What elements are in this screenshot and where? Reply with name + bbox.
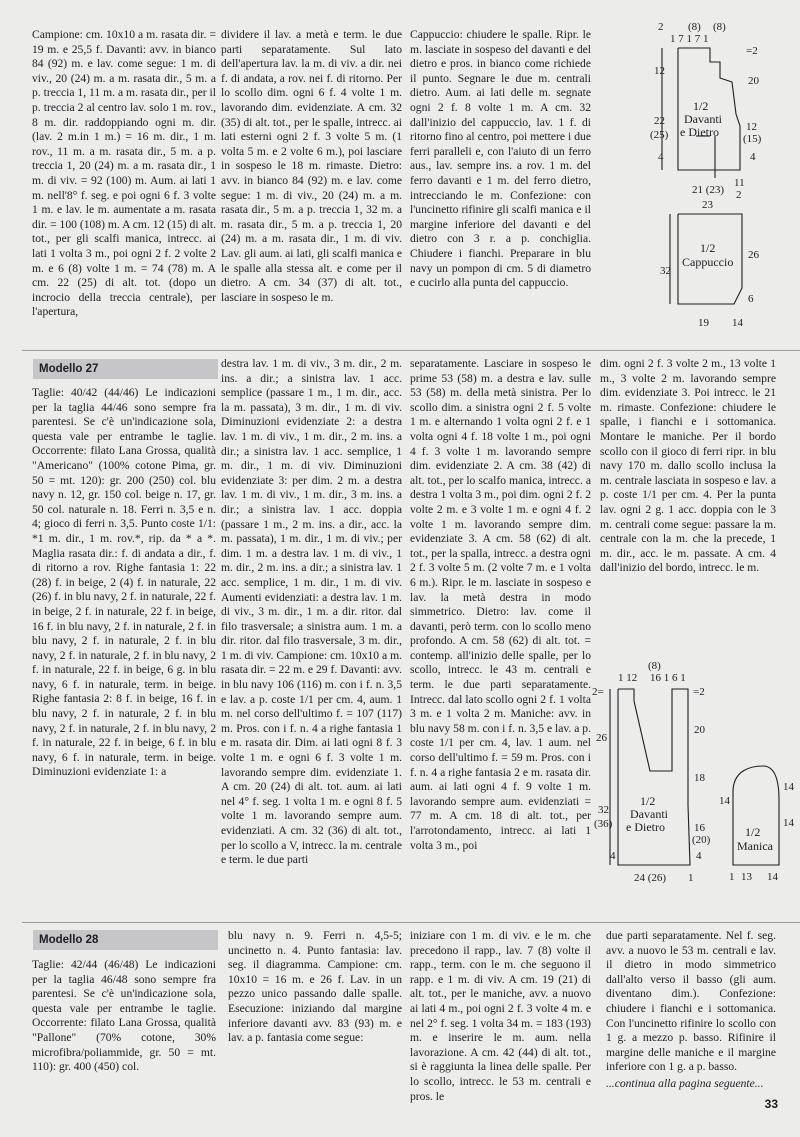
d3-top-3: 2= <box>592 686 604 698</box>
m27-col2-text: destra lav. 1 m. di viv., 3 m. dir., 2 m. ins. a dir.; a sinistra lav. 1 acc. semplice (passare 1 m., 1 m. dir., acc. la m. passata), 3 m. dir., 1 m. di viv. Diminuzioni evidenziate 2: a destra lav. 1 m. di viv., 1 m. dir., 2 m. ins. a dir.; a sinistra lav. 1 acc. semplice, 1 m. dir., 1 m. di viv. Diminuzioni evidenziate 3: per dim. 2 m. a destra lav. 1 m. di viv., 1 m. dir., 3 m. ins. a dir.; a sinistra lav. 1 acc. doppia (passare 1 m., 2 m. ins. a dir., acc. la m. passata), 1 m. dir., 1 m. di viv.; per dim. 1 m. a destra lav. 1 m. di viv., 1 m. dir., 2 m. ins. a dir.; a sinistra lav. 1 acc. semplice, 1 m. dir., 1 m. di viv. Aumenti evidenziati: a destra lav. 1 m. di viv., 3 m. dir., 1 m. a dir. ritor. dal filo trasversale; a sinistra aum. 1 m. a dir. ritor. dal filo trasversale, 3 m. dir., 1 m. di viv. Campione: cm. 10x10 a m. rasata dir. = 22 m. e 29 f. Davanti: avv. in blu navy 106 (116) m. con i f. n. 3,5 e lav. a p. coste 1/1 per cm. 4, aum. 1 m. nel corso dell'ultimo f. = 107 (117) m. Pros. con i f. n. 4 a righe fantasia 1 e m. rasata dir. Dim. ai lati ogni 8 f. 3 volte 1 m. e ogni 6 f. 3 volte 1 m. lavorando sempre dim. evidenziate 1. A cm. 20 (24) di alt. tot. aum. ai lati nel 4° f. seg. 1 volta 1 m. e ogni 8 f. 5 volte 1 m. lavorando sempre aum. evidenziati. A cm. 32 (36) di alt. tot., per lo scollo a V, intrecc. la m. centrale e term. le due parti <box>221 357 402 867</box>
m28-col1 <box>32 958 216 1075</box>
m28-col1-text: Taglie: 42/44 (46/48) Le indicazioni per la taglia 46/48 sono sempre fra parentesi. Se c'è un'indicazione sola, questa vale per entrambe le taglie. Occorrente: filato Lana Grossa, qualità "Pallone" (70% cotone, 30% microfibra/poliammide, gr. 50 = mt. 110): gr. 400 (450) col. <box>32 958 216 1074</box>
d1-top-4: =2 <box>746 45 758 57</box>
d4-bottom-2: 14 <box>767 871 778 883</box>
d2-bottom-0: 19 <box>698 317 709 329</box>
d3-bottom-0: 24 (26) <box>634 872 667 884</box>
d1-top-2: (8) <box>713 21 726 33</box>
d1-center-1: Davanti <box>684 112 722 126</box>
schema-davanti-dietro-top <box>600 18 790 198</box>
d3-top-0: (8) <box>648 660 661 672</box>
d3-left-0: 26 <box>596 732 607 744</box>
d3-left-2: (36) <box>594 818 613 830</box>
m28-col3-text: iniziare con 1 m. di viv. e le m. che precedono il rapp., lav. 7 (8) volte il rapp., term. con le m. che seguono il rapp. e 1 m. di viv. A cm. 19 (21) di alt. tot., per le maniche, avv. a nuovo ai lati 4 m., poi ogni 2 f. 3 volte 4 m. e nel 2° f. seg. 1 volta 34 m. = 183 (193) m. e inserire le m. aum. nella lavorazione. A cm. 42 (44) di alt. tot., si è raggiunta la linea delle spalle. Per lo scollo, intrecc. le 53 m. centrali e pros. le <box>410 929 591 1103</box>
top-col2-text: dividere il lav. a metà e term. le due parti separatamente. Sul lato dell'apertura lav. la m. di viv. a dir. nei f. di andata, a rov. nei f. di ritorno. Per lo scollo dim. ogni 6 f. 4 volte 1 m. lavorando dim. evidenziate. A cm. 32 (35) di alt. tot., per le spalle, intrecc. ai lati esterni ogni 2 f. 3 volte 5 m. (1 volta 5 m. e 2 volte 6 m.), poi lasciare in sospeso le 18 m. rimaste. Dietro: avv. in bianco 84 (92) m. e lav. come segue: 1 m. di viv., 20 (24) m. a m. rasata dir., 5 m. a p. treccia 1, 32 m. a m. rasata dir., 5 m. a p. treccia 1, 20 (24) m. a m. rasata dir., 1 m. di viv. Lav. gli aum. ai lati, gli scalfi manica e le spalle alla stessa alt. e come per il dietro. A cm. 34 (37) di alt. tot., lasciare in sospeso le m. <box>221 28 402 304</box>
d3-center-1: Davanti <box>630 807 668 821</box>
d1-top-1: (8) <box>688 21 701 33</box>
d1-right-1: 12 <box>746 121 757 133</box>
d3-right-2: 16 <box>694 822 705 834</box>
d2-left: 32 <box>660 265 671 277</box>
m27-col1-text: Taglie: 40/42 (44/46) Le indicazioni per la taglia 44/46 sono sempre fra parentesi. Se c'è un'indicazione sola, questa vale per entrambe le taglie. Occorrente: filato Lana Grossa, qualità "Americano" (100% cotone Pima, gr. 50 = mt. 120): gr. 200 (250) col. blu navy n. 12, gr. 150 col. beige n. 17, gr. 50 col. naturale n. 18. Ferri n. 3,5 e n. 4; gioco di ferri n. 3,5. Punto coste 1/1: *1 m. dir., 1 m. rov.*, rip. da * a *. Maglia rasata dir.: f. di andata a dir., f. di ritorno a rov. Righe fantasia 1: 22 (28) f. in beige, 2 (4) f. in naturale, 22 (26) f. in blu navy, 2 f. in naturale, 22 f. in beige, 2 f. in naturale, 22 f. in beige, 16 f. in blu navy, 2 f. in naturale, 2 f. in blu navy, 2 f. in naturale, 2 f. in blu navy, 2 f. in naturale, 2 f. in blu navy, 2 f. in naturale, 22 f. in beige, 6 g. in blu navy, 6 f. in naturale, term. in beige. Righe fantasia 2: 8 f. in beige, 16 f. in blu navy, 2 f. in naturale, 2 f. in blu navy, 2 f. in naturale, 2 f. in blu navy, 2 f. in naturale, 22 f. in beige, 6 f. in blu navy, 6 f. in naturale, term. in beige. Diminuzioni evidenziate 1: a <box>32 386 216 779</box>
d1-center-0: 1/2 <box>693 99 709 113</box>
d2-center-1: Cappuccio <box>682 255 734 269</box>
front-outline-m27 <box>618 689 690 865</box>
d3-top-4: =2 <box>693 686 705 698</box>
schema-davanti-dietro-m27 <box>590 655 720 890</box>
d4-right-1: 14 <box>783 817 794 829</box>
divider-top <box>22 350 800 351</box>
d1-center-2: e Dietro <box>680 125 719 139</box>
d3-center-2: e Dietro <box>626 820 665 834</box>
d1-bottom-1: 11 <box>734 177 745 189</box>
d1-bottom-2: 2 <box>736 189 742 198</box>
m28-col2 <box>228 929 402 1046</box>
d4-right-0: 14 <box>783 781 794 793</box>
d1-right-3: 4 <box>750 151 756 163</box>
d4-left: 14 <box>719 795 730 807</box>
d2-center-0: 1/2 <box>700 241 716 255</box>
d2-right-0: 26 <box>748 249 759 261</box>
m27-col4-text: dim. ogni 2 f. 3 volte 2 m., 13 volte 1 m., 3 volte 2 m. lavorando sempre dim. evidenziate 3. Poi intrecc. le 21 m. rimaste. Confezione: chiudere le spalle, i fianchi e i sottomanica. Montare le maniche. Per il bordo scollo con il gioco di ferri ripr. in blu navy 170 m. dallo scollo inclusa la m. centrale lasciata in sospeso e lav. a p. coste 1/1 per cm. 4. Per la punta lav. ogni 2 g. 1 acc. doppia con le 3 m. centrali come segue: passare la m. centrale con la m. che la precede, 1 m. dir., acc. le m. passate. A cm. 4 dall'inizio del bordo, intrecc. le m. <box>600 357 776 575</box>
d2-top: 23 <box>702 199 713 211</box>
d2-right-1: 6 <box>748 293 754 305</box>
d1-left-2: (25) <box>650 129 669 141</box>
d1-top-3: 1 7 1 7 1 <box>670 33 709 45</box>
d3-right-4: 4 <box>696 850 702 862</box>
page-number: 33 <box>764 1097 778 1111</box>
d2-bottom-1: 14 <box>732 317 743 329</box>
d3-top-1: 1 12 <box>618 672 638 684</box>
d3-right-0: 20 <box>694 724 705 736</box>
top-col3-text: Cappuccio: chiudere le spalle. Ripr. le m. lasciate in sospeso del davanti e del dietro e pros. in bianco come richiede il punto. Segnare le due m. centrali dietro. Aum. ai lati delle m. segnate ogni 2 f. 8 volte 1 m. A cm. 32 dall'inizio del cappuccio, lav. 1 f. di ritorno fino al centro, poi mettere i due ferri paralleli e, con l'aiuto di un ferro aus., lav. sempre ins. a rov. 1 m. del ferro davanti e 1 m. del ferro dietro, intrecciando le m. Confezione: con l'uncinetto rifinire gli scalfi manica e il margine inferiore del davanti e del dietro con 3 r. a p. conchiglia. Chiudere i fianchi. Preparare in blu navy un pompon di cm. 5 di diametro e cucirlo alla punta del cappuccio. <box>410 28 591 290</box>
d4-bottom-0: 1 <box>729 871 735 883</box>
d1-bottom-0: 21 (23) <box>692 184 725 196</box>
top-col1-text: Campione: cm. 10x10 a m. rasata dir. = 19 m. e 25,5 f. Davanti: avv. in bianco 84 (92) m. e lav. come segue: 1 m. di viv., 20 (24) m. a m. rasata dir., 5 m. a p. treccia 1, 11 m. a m. rasata dir., per il p. treccia 2 al centro lav. solo 1 m. rov., 8 m. dir. raddoppiando ogni m. dir. (lav. 2 m.in 1 m.) = 16 m. dir., 1 m. rov., 11 m. a m. rasata dir., 5 m. a p. treccia 1, 20 (24) m. a m. rasata dir., 1 m. di viv. = 92 (100) m. Aum. ai lati 1 m. nell'8° f. seg. e poi ogni 6 f. 3 volte 1 m. e lav. le m. aumentate a m. rasata dir. = 100 (108) m. A cm. 12 (15) di alt. tot., per gli scalfi manica, intrecc. ai lati 1 volta 3 m., poi ogni 2 f. 2 volte 2 m. e 6 (8) volte 1 m. = 74 (78) m. A cm. 22 (25) di alt. tot. (dopo un incrocio della treccia centrale), per l'apertura, <box>32 28 216 319</box>
d1-right-2: (15) <box>743 133 762 145</box>
section-head-modello-28: Modello 28 <box>33 930 218 950</box>
m27-col1 <box>32 386 216 780</box>
front-outline <box>678 48 740 170</box>
d1-top-0: 2 <box>658 21 664 33</box>
d1-left-0: 12 <box>654 65 665 77</box>
m28-col3 <box>410 929 591 1104</box>
m28-col4 <box>606 929 776 1092</box>
d4-center-0: 1/2 <box>745 825 761 839</box>
m28-col2-text: blu navy n. 9. Ferri n. 4,5-5; uncinetto n. 4. Punto fantasia: lav. seg. il diagramma. Campione: cm. 10x10 = 16 m. e 26 f. Lav. in un pezzo unico passando dalle spalle. Esecuzione: iniziando dal margine inferiore davanti avv. 83 (93) m. e lav. a p. fantasia come segue: <box>228 929 402 1045</box>
d1-left-3: 4 <box>658 151 664 163</box>
d4-bottom-1: 13 <box>741 871 752 883</box>
d3-left-1: 32 <box>598 804 609 816</box>
m27-col4 <box>600 357 776 576</box>
d4-center-1: Manica <box>737 839 773 853</box>
d1-left-1: 22 <box>654 115 665 127</box>
m27-col2 <box>221 357 402 868</box>
d3-bottom-1: 1 <box>688 872 694 884</box>
d3-top-2: 16 1 6 1 <box>650 672 686 684</box>
divider-middle <box>22 922 800 923</box>
d3-left-3: 4 <box>610 850 616 862</box>
top-col2 <box>221 28 402 305</box>
continua-label: ...continua alla pagina seguente... <box>606 1076 764 1090</box>
top-col1 <box>32 28 216 320</box>
d3-right-3: (20) <box>692 834 711 846</box>
d3-center-0: 1/2 <box>640 794 656 808</box>
schema-cappuccio <box>630 196 780 336</box>
section-head-modello-27: Modello 27 <box>33 359 218 379</box>
m27-col3-text: separatamente. Lasciare in sospeso le prime 53 (58) m. a destra e lav. sulle 53 (58) m. della metà sinistra. Per lo scollo dim. a sinistra ogni 2 f. 5 volte 1 m. e alternando 1 volta ogni 2 f. e 1 volta ogni 4 f. 18 volte 1 m., poi ogni 4 f. 3 volte 1 m. lavorando sempre dim. evidenziate 2. A cm. 38 (42) di alt. tot., per lo scalfo manica, intrecc. a destra 1 volta 3 m., poi dim. ogni 2 f. 2 volte 2 m. e 3 volte 1 m. e ogni 4 f. 2 volte 1 m. lavorando sempre dim. evidenziate 3. A cm. 58 (62) di alt. tot., per la spalla, intrecc. a destra ogni 2 f. 3 volte 5 m. (2 volte 7 m. e 1 volta 6 m.). Ripr. le m. lasciate in sospeso e lav. la metà destra in modo simmetrico. Dietro: lav. come il davanti, però term. con lo scollo meno profondo. A cm. 58 (62) di alt. tot. = contemp. all'inizio delle spalle, per lo scollo, intrecc. le 43 m. centrali e term. le due parti separatamente. Intrecc. dal lato scollo ogni 2 f. 1 volta 3 m. e 1 volta 2 m. Maniche: avv. in blu navy 58 m. con i f. n. 3,5 e lav. a p. coste 1/1 per cm. 4, lav. 1 aum. nel corso dell'ultimo f. = 59 m. Pros. con i f. n. 4 a righe fantasia 2 e m. rasata dir. aum. ai lati ogni 4 f. 9 volte 1 m. lavorando sempre aum. evidenziati = 77 m. A cm. 18 di alt. tot., per l'arrotondamento, intrecc. ai lati 1 volta 3 m., poi <box>410 357 591 852</box>
m28-col4-text: due parti separatamente. Nel f. seg. avv. a nuovo le 53 m. centrali e lav. il dietro in modo simmetrico dall'alto verso il basso (gli aum. diventano dim.). Confezione: chiudere i fianchi e i sottomanica. Con l'uncinetto rifinire lo scollo con 1 g. a mezzo p. basso. Rifinire il margine delle maniche e il margine inferiore con 1 g. a p. basso. <box>606 929 776 1074</box>
top-col3 <box>410 28 591 291</box>
d1-right-0: 20 <box>748 75 759 87</box>
m27-col3 <box>410 357 591 853</box>
schema-manica <box>715 760 800 885</box>
d3-right-1: 18 <box>694 772 705 784</box>
